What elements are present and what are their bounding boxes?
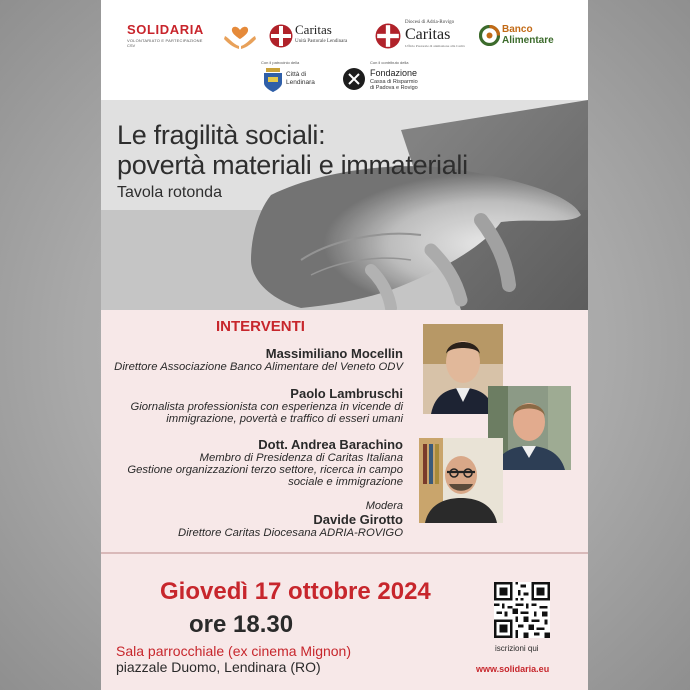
qr-code-icon[interactable] (494, 582, 550, 638)
speaker-1 (114, 346, 403, 373)
moderator (178, 500, 403, 539)
banco-alimentare-logo (479, 24, 571, 50)
hero-banner (101, 100, 588, 310)
comune-line1: Città di (286, 71, 307, 78)
event-poster (101, 0, 588, 690)
logo-band (101, 0, 588, 100)
event-address: piazzale Duomo, Lendinara (RO) (116, 659, 321, 675)
title-line-2: povertà materiali e immateriali (117, 150, 468, 180)
speaker-name: Massimiliano Mocellin (265, 346, 403, 361)
speaker-3 (127, 437, 403, 488)
speakers-heading: INTERVENTI (216, 318, 305, 335)
speaker-role: Membro di Presidenza di Caritas Italiana (199, 452, 403, 464)
event-date: Giovedì 17 ottobre 2024 (160, 578, 431, 605)
solidaria-tagline: VOLONTARIATO E PARTECIPAZIONE (127, 38, 203, 43)
event-time: ore 18.30 (189, 611, 294, 638)
solidaria-logo (127, 22, 213, 48)
caritas-diocesi-diocese: Diocesi di Adria-Rovigo (405, 20, 455, 25)
moderator-role: Direttore Caritas Diocesana ADRIA-ROVIGO (178, 527, 403, 539)
speaker-role: immigrazione, povertà e traffico di esseri umani (166, 413, 403, 425)
caritas-cross-icon (375, 23, 401, 49)
speaker-2 (130, 386, 403, 425)
speaker-3-photo (419, 438, 503, 523)
comune-caption: Con il patrocinio della (261, 60, 300, 65)
qr-caption: iscrizioni qui (495, 644, 539, 653)
speakers-section (101, 310, 588, 552)
caritas-unita-logo (269, 22, 364, 50)
caritas-diocesi-logo (375, 20, 471, 52)
solidaria-csv: CSV (127, 43, 136, 48)
caritas-unita-name: Caritas (295, 22, 332, 37)
event-title (117, 120, 468, 180)
title-line-1: Le fragilità sociali: (117, 120, 326, 150)
speaker-name: Dott. Andrea Barachino (258, 437, 403, 452)
comune-line2: Lendinara (286, 79, 315, 86)
caritas-diocesi-name: Caritas (405, 26, 451, 43)
banco-line2: Alimentare (502, 35, 554, 46)
hands-heart-icon (223, 22, 257, 50)
moderator-name: Davide Girotto (313, 512, 403, 527)
caritas-cross-icon (269, 24, 293, 48)
event-info (101, 554, 588, 690)
moderator-label: Modera (365, 500, 403, 512)
event-venue: Sala parrocchiale (ex cinema Mignon) (116, 643, 351, 659)
speaker-role: Giornalista professionista con esperienza in vicende di (130, 401, 403, 413)
solidaria-wordmark: SOLIDARIA (127, 22, 204, 37)
crest-icon (263, 68, 283, 92)
speaker-role: Direttore Associazione Banco Alimentare del Veneto ODV (114, 361, 403, 373)
website-link[interactable]: www.solidaria.eu (476, 664, 550, 674)
caritas-unita-subtitle: Unità Pastorale Lendinara (295, 39, 348, 44)
fondazione-logo (343, 60, 443, 94)
speaker-role: Gestione organizzazioni terzo settore, ricerca in campo (127, 464, 403, 476)
speaker-name: Paolo Lambruschi (290, 386, 403, 401)
event-subtitle: Tavola rotonda (117, 184, 222, 201)
fondazione-line3: di Padova e Rovigo (370, 85, 418, 91)
speaker-role: sociale e immigrazione (288, 476, 403, 488)
fondazione-line2: Cassa di Risparmio (370, 79, 418, 85)
banco-line1: Banco (502, 24, 533, 35)
fondazione-emblem-icon (343, 68, 365, 90)
comune-lendinara-logo (261, 60, 341, 94)
banco-alimentare-icon (479, 25, 500, 46)
fondazione-line1: Fondazione (370, 68, 418, 78)
caritas-diocesi-subtitle: Ufficio Pastorale di animazione alla Carità (405, 44, 465, 48)
fondazione-caption: Con il contributo della (370, 60, 409, 65)
